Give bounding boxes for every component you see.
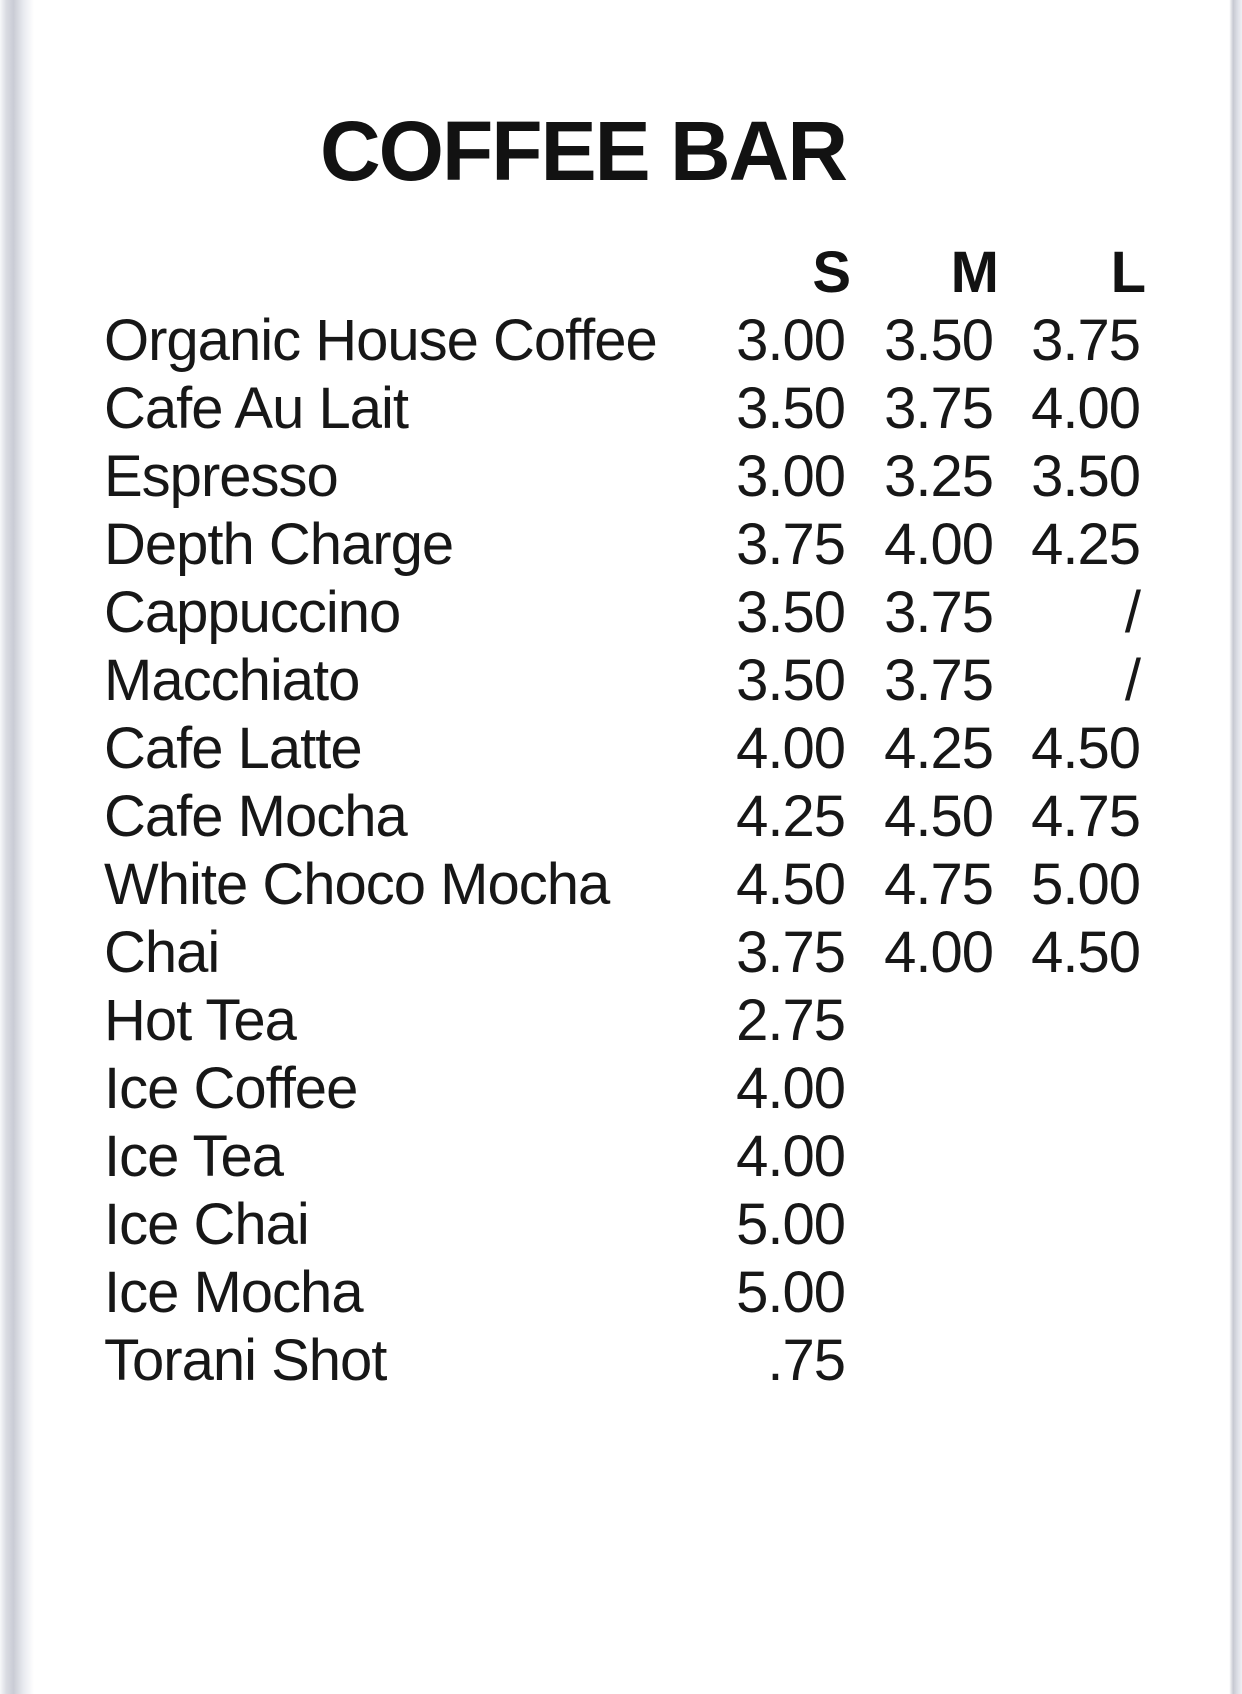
item-price-l (993, 1123, 1140, 1191)
item-name: Ice Tea (104, 1124, 283, 1189)
item-name: Chai (104, 920, 220, 985)
menu-title: COFFEE BAR (320, 104, 846, 198)
menu-item-row (104, 851, 1140, 919)
menu-table-body (104, 307, 1140, 1395)
menu-item-row (104, 1259, 1140, 1327)
item-price-l (993, 1191, 1140, 1259)
item-price-s: 3.00 (736, 444, 845, 509)
menu-item-row (104, 987, 1140, 1055)
menu-item-row (104, 715, 1140, 783)
item-price-m (845, 1055, 993, 1123)
item-name: Cafe Latte (104, 716, 362, 781)
item-name: Organic House Coffee (104, 308, 657, 373)
item-price-l: 3.50 (1031, 444, 1140, 509)
item-name: White Choco Mocha (104, 852, 610, 917)
item-price-l: 5.00 (1031, 852, 1140, 917)
item-price-m: 3.25 (884, 444, 993, 509)
menu-item-row (104, 307, 1140, 375)
item-price-l: / (1124, 648, 1140, 713)
item-price-m (845, 1123, 993, 1191)
item-price-s: 5.00 (736, 1260, 845, 1325)
menu-item-row (104, 511, 1140, 579)
item-price-s: 4.25 (736, 784, 845, 849)
item-price-s: 4.50 (736, 852, 845, 917)
size-header-small: S (812, 240, 851, 305)
item-price-l: 4.00 (1031, 376, 1140, 441)
item-name: Hot Tea (104, 988, 296, 1053)
menu-item-row (104, 647, 1140, 715)
item-price-m (845, 1191, 993, 1259)
menu-item-row (104, 783, 1140, 851)
item-price-s: 3.75 (736, 920, 845, 985)
item-price-s: 4.00 (736, 1124, 845, 1189)
item-price-l: 3.75 (1031, 308, 1140, 373)
item-price-m: 4.50 (884, 784, 993, 849)
page-left-edge-shadow (0, 0, 34, 1694)
size-header-large: L (1110, 240, 1146, 305)
item-price-l (993, 1327, 1140, 1395)
item-price-l (993, 987, 1140, 1055)
item-price-l (993, 1259, 1140, 1327)
item-name: Cappuccino (104, 580, 401, 645)
item-price-m: 4.25 (884, 716, 993, 781)
menu-item-row (104, 1123, 1140, 1191)
item-price-m (845, 987, 993, 1055)
item-price-l: / (1124, 580, 1140, 645)
item-name: Ice Chai (104, 1192, 309, 1257)
item-price-s: 3.00 (736, 308, 845, 373)
item-price-m: 4.75 (884, 852, 993, 917)
item-price-m: 3.75 (884, 376, 993, 441)
item-price-m: 4.00 (884, 512, 993, 577)
item-price-l: 4.50 (1031, 716, 1140, 781)
item-price-m (845, 1327, 993, 1395)
item-name: Espresso (104, 444, 338, 509)
item-price-s: 2.75 (736, 988, 845, 1053)
item-price-s: 5.00 (736, 1192, 845, 1257)
item-price-s: 3.50 (736, 580, 845, 645)
menu-item-row (104, 1055, 1140, 1123)
item-price-l (993, 1055, 1140, 1123)
menu-item-row (104, 579, 1140, 647)
item-price-s: 4.00 (736, 716, 845, 781)
item-price-s: 3.50 (736, 376, 845, 441)
item-price-m: 4.00 (884, 920, 993, 985)
menu-item-row (104, 443, 1140, 511)
item-price-l: 4.50 (1031, 920, 1140, 985)
menu-item-row (104, 1191, 1140, 1259)
item-name: Cafe Mocha (104, 784, 407, 849)
item-price-s: .75 (767, 1328, 845, 1393)
item-name: Depth Charge (104, 512, 454, 577)
item-price-m: 3.50 (884, 308, 993, 373)
item-name: Ice Mocha (104, 1260, 363, 1325)
item-price-l: 4.75 (1031, 784, 1140, 849)
item-price-m (845, 1259, 993, 1327)
item-name: Cafe Au Lait (104, 376, 408, 441)
menu-item-row (104, 1327, 1140, 1395)
size-header-spacer (104, 239, 697, 307)
item-price-m: 3.75 (884, 580, 993, 645)
item-name: Macchiato (104, 648, 360, 713)
item-name: Ice Coffee (104, 1056, 358, 1121)
item-name: Torani Shot (104, 1328, 387, 1393)
item-price-s: 3.75 (736, 512, 845, 577)
size-header-row (104, 239, 1140, 307)
size-header-medium: M (950, 240, 999, 305)
menu-item-row (104, 919, 1140, 987)
item-price-s: 3.50 (736, 648, 845, 713)
menu-table (104, 239, 1146, 1395)
item-price-l: 4.25 (1031, 512, 1140, 577)
item-price-m: 3.75 (884, 648, 993, 713)
page-right-edge-shadow (1226, 0, 1242, 1694)
item-price-s: 4.00 (736, 1056, 845, 1121)
menu-item-row (104, 375, 1140, 443)
